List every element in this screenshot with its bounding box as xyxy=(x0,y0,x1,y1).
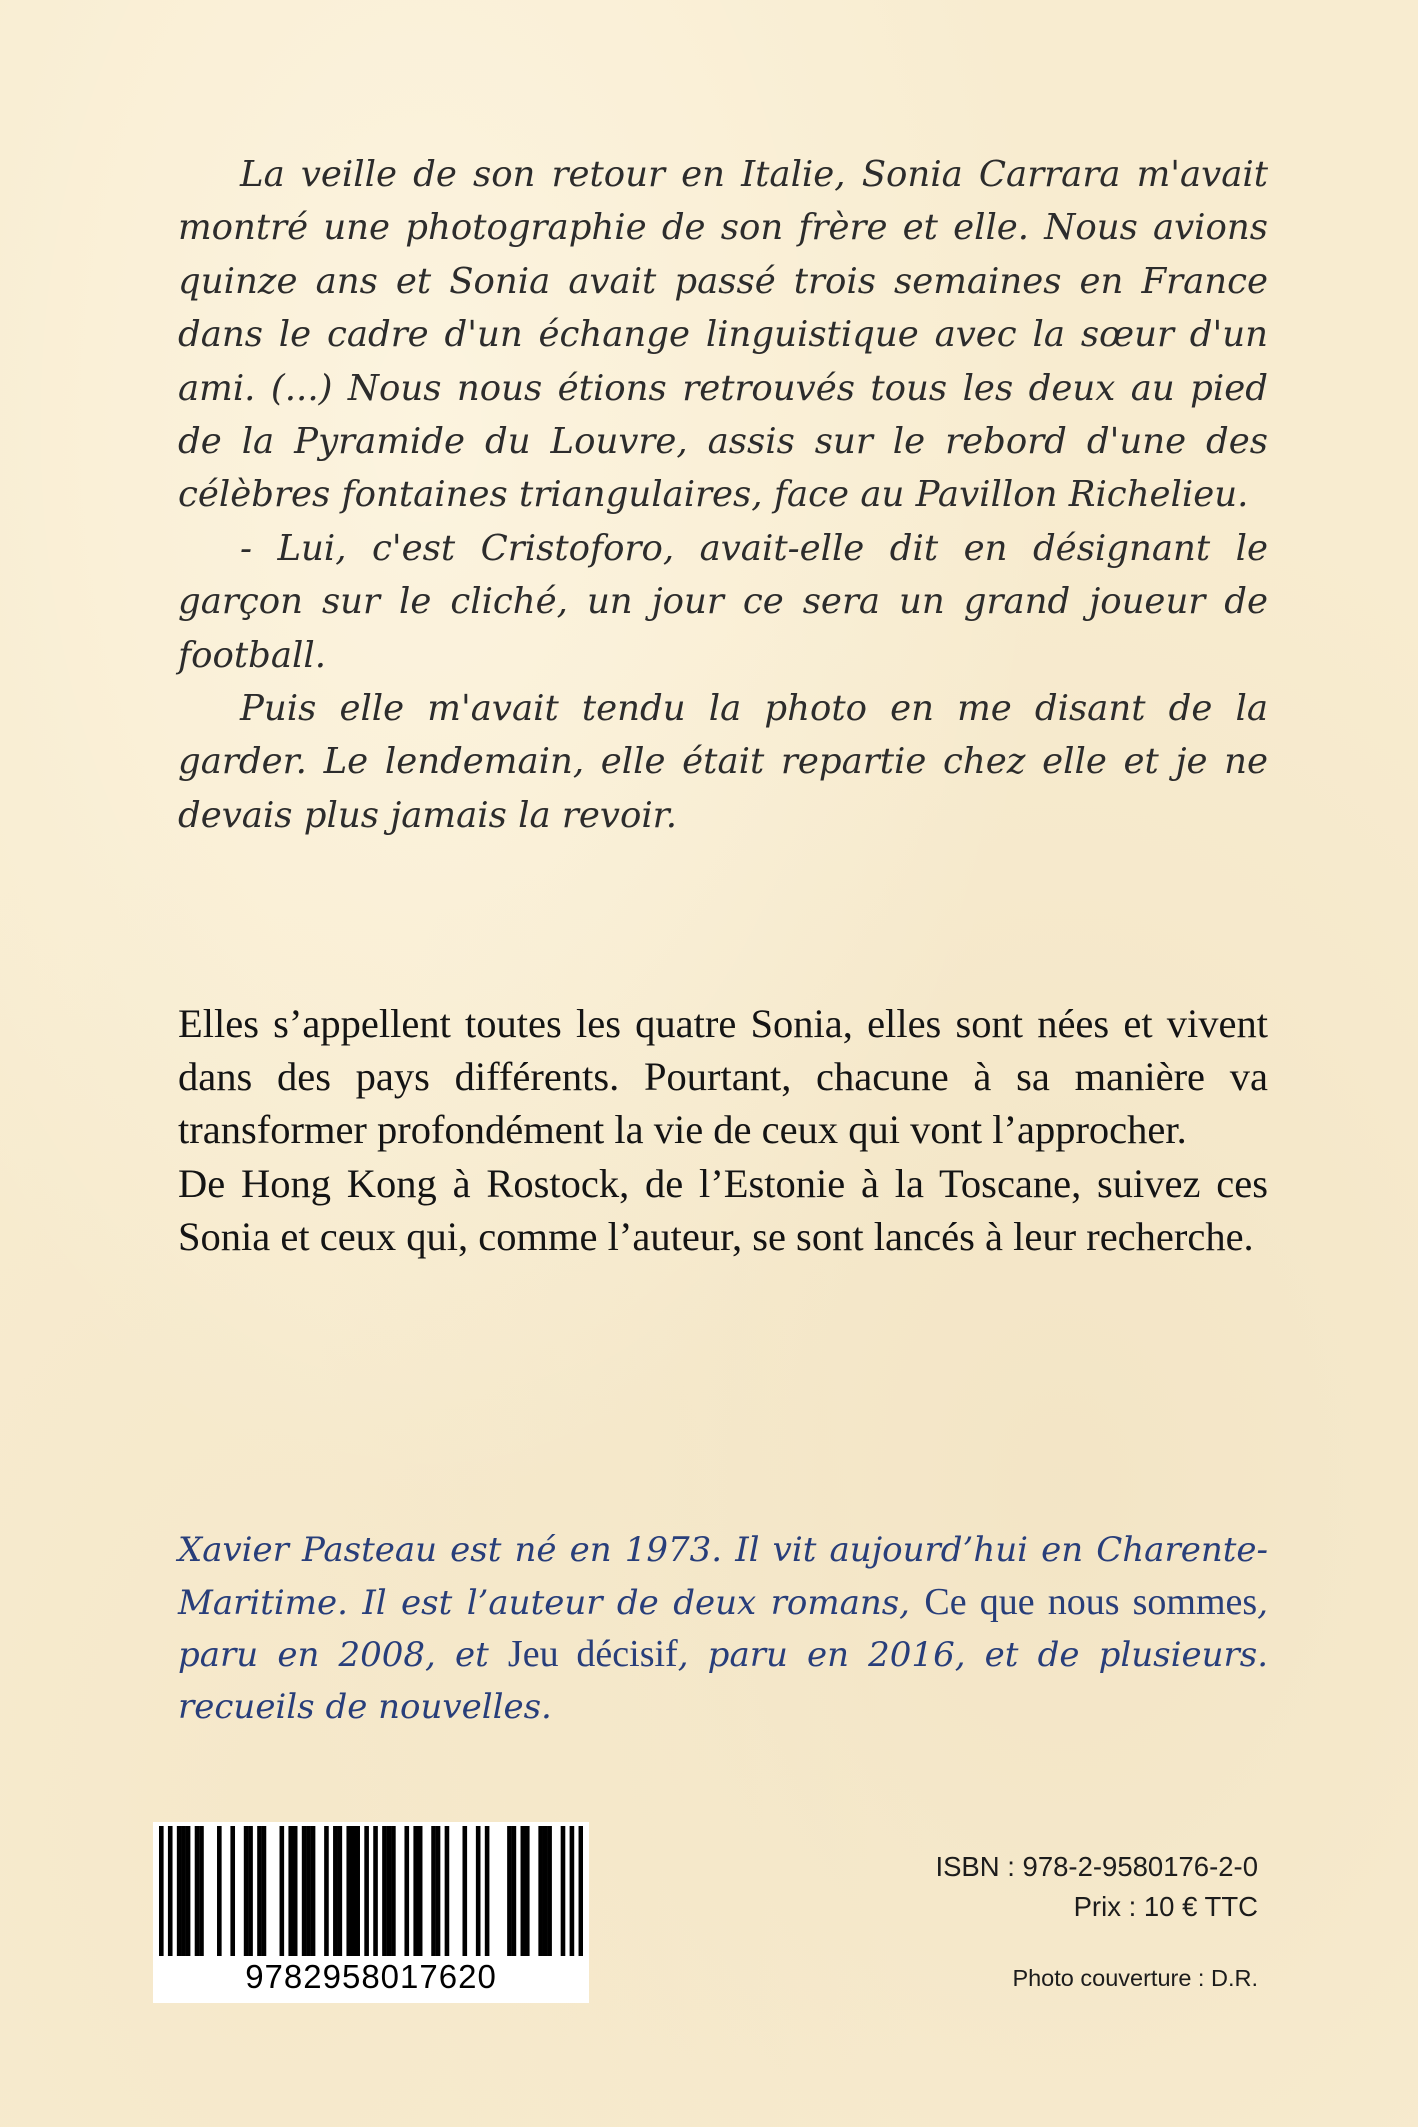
barcode-bar xyxy=(195,1826,200,1956)
barcode-bar xyxy=(373,1826,378,1956)
barcode-bar xyxy=(217,1826,222,1956)
barcode-bar xyxy=(547,1826,552,1956)
barcode-bar xyxy=(561,1826,566,1956)
barcode-bar xyxy=(302,1826,307,1956)
barcode-bar xyxy=(306,1826,311,1956)
barcode-bar xyxy=(543,1826,548,1956)
barcode-number: 9782958017620 xyxy=(245,1958,497,1995)
barcode-bar xyxy=(476,1826,481,1956)
barcode-bar xyxy=(364,1826,369,1956)
barcode-bar xyxy=(159,1826,164,1956)
barcode-bar xyxy=(333,1826,338,1956)
barcode-bar xyxy=(570,1826,575,1956)
author-bio xyxy=(178,1525,1268,1733)
barcode-bar xyxy=(413,1826,418,1956)
blurb-paragraph: De Hong Kong à Rostock, de l’Estonie à la Toscane, suivez ces Sonia et ceux qui, comme l’auteur, se sont lancés à leur recherche. xyxy=(178,1160,1268,1259)
barcode-bar xyxy=(230,1826,235,1956)
isbn-number: ISBN : 978-2-9580176-2-0 xyxy=(935,1851,1258,1882)
barcode-bar xyxy=(186,1826,191,1956)
barcode-bar xyxy=(351,1826,356,1956)
barcode-bar xyxy=(324,1826,329,1956)
barcode-bar xyxy=(262,1826,267,1956)
barcode-bar xyxy=(338,1826,343,1956)
barcode xyxy=(153,1822,589,2003)
excerpt-paragraph: La veille de son retour en Italie, Sonia Carrara m'avait montré une photographie de son frère et elle. Nous avions quinze ans et Sonia avait passé trois semaines en France dans le cadre d'un échange linguistique avec la sœur d'un ami. (...) Nous nous étions retrouvés tous les deux au pied de la Pyramide du Louvre, assis sur le rebord d'une des célèbres fontaines triangulaires, face au Pavillon Richelieu. xyxy=(178,154,1268,516)
isbn-block xyxy=(935,1847,1258,1927)
barcode-bar xyxy=(538,1826,543,1956)
book-blurb xyxy=(178,997,1268,1263)
barcode-bar xyxy=(391,1826,396,1956)
photo-credit: Photo couverture : D.R. xyxy=(1012,1965,1258,1991)
price: Prix : 10 € TTC xyxy=(1073,1891,1258,1922)
barcode-bar xyxy=(579,1826,583,1956)
excerpt-paragraph: Puis elle m'avait tendu la photo en me disant de la garder. Le lendemain, elle était repartie chez elle et je ne devais plus jamais la revoir. xyxy=(178,688,1268,836)
barcode-bar xyxy=(280,1826,285,1956)
novel-title-2: Jeu décisif xyxy=(507,1633,678,1675)
novel-title-1: Ce que nous sommes xyxy=(924,1580,1258,1623)
barcode-bar xyxy=(355,1826,360,1956)
barcode-bar xyxy=(248,1826,253,1956)
barcode-bar xyxy=(382,1826,387,1956)
barcode-bar xyxy=(485,1826,490,1956)
barcode-bar xyxy=(525,1826,530,1956)
barcode-bar xyxy=(288,1826,293,1956)
barcode-bar xyxy=(445,1826,450,1956)
barcode-bar xyxy=(512,1826,517,1956)
bio-text: , paru en 2008, et xyxy=(178,1582,1268,1675)
barcode-bar xyxy=(177,1826,182,1956)
barcode-bar xyxy=(244,1826,249,1956)
barcode-bar xyxy=(418,1826,423,1956)
excerpt-paragraph: - Lui, c'est Cristoforo, avait-elle dit en désignant le garçon sur le cliché, un jour ce sera un grand joueur de football. xyxy=(178,527,1268,676)
barcode-bar xyxy=(436,1826,441,1956)
barcode-bar xyxy=(257,1826,262,1956)
barcode-bar xyxy=(168,1826,173,1956)
barcode-bar xyxy=(431,1826,436,1956)
barcode-bar xyxy=(181,1826,186,1956)
barcode-bar xyxy=(387,1826,392,1956)
barcode-bar xyxy=(404,1826,409,1956)
barcode-bar xyxy=(462,1826,467,1956)
barcode-bar xyxy=(311,1826,316,1956)
barcode-bar xyxy=(199,1826,204,1956)
ean13-barcode-icon xyxy=(159,1826,583,1956)
barcode-bar xyxy=(521,1826,526,1956)
barcode-bar xyxy=(507,1826,512,1956)
barcode-bar xyxy=(293,1826,298,1956)
back-cover-excerpt xyxy=(178,148,1268,842)
blurb-paragraph: Elles s’appellent toutes les quatre Sonia, elles sont nées et vivent dans des pays différents. Pourtant, chacune à sa manière va transformer profondément la vie de ceux qui vont l’approcher. xyxy=(178,1001,1268,1153)
bio-text: Xavier Pasteau est né en 1973. Il vit aujourd’hui en Charente-Maritime. Il est l’auteur de deux romans, xyxy=(178,1530,1268,1623)
barcode-bar xyxy=(346,1826,351,1956)
bio-text: , paru en 2016, et de plusieurs. recueils de nouvelles. xyxy=(178,1635,1269,1727)
